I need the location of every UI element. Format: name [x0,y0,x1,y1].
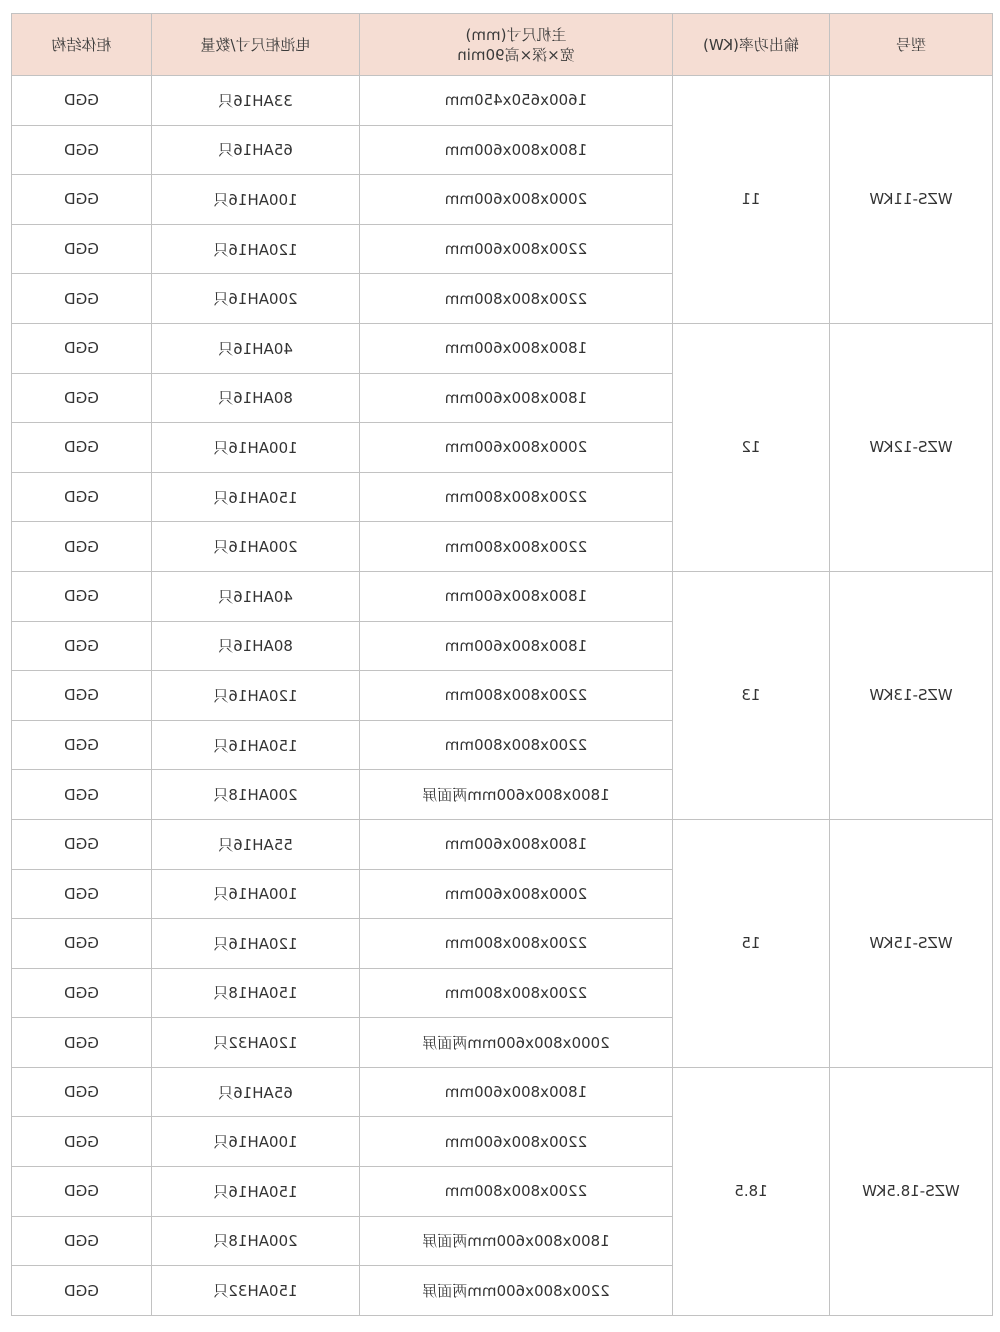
size-cell: 1800x800x600mm [360,571,673,621]
battery-cell: 200AH18只 [152,770,360,820]
structure-cell: GGD [12,76,152,126]
size-cell: 2200x800x800mm [360,968,673,1018]
structure-cell: GGD [12,472,152,522]
power-cell: 15 [673,819,830,1067]
power-cell: 11 [673,76,830,324]
power-cell: 18.5 [673,1067,830,1315]
table-row [12,76,993,126]
header-size-line1: 主机尺寸(mm) [465,25,567,44]
battery-cell: 100AH16只 [152,869,360,919]
structure-cell: GGD [12,1266,152,1316]
battery-cell: 65AH16只 [152,1067,360,1117]
structure-cell: GGD [12,522,152,572]
battery-cell: 40AH16只 [152,571,360,621]
header-row [12,14,993,76]
table-row [12,571,993,621]
battery-cell: 120AH16只 [152,671,360,721]
size-cell: 2000x800x600mm两面屏 [360,1018,673,1068]
structure-cell: GGD [12,1018,152,1068]
power-cell: 13 [673,571,830,819]
header-size [360,14,673,76]
table-row [12,323,993,373]
battery-cell: 100AH16只 [152,1117,360,1167]
structure-cell: GGD [12,919,152,969]
size-cell: 2200x800x800mm [360,274,673,324]
battery-cell: 80AH16只 [152,621,360,671]
model-cell: WZS-13KW [830,571,993,819]
header-model: 型号 [830,14,993,76]
battery-cell: 100AH16只 [152,175,360,225]
power-cell: 12 [673,323,830,571]
structure-cell: GGD [12,968,152,1018]
size-cell: 2200x800x600mm [360,224,673,274]
battery-cell: 150AH16只 [152,720,360,770]
structure-cell: GGD [12,621,152,671]
structure-cell: GGD [12,125,152,175]
battery-cell: 150AH18只 [152,968,360,1018]
size-cell: 1600x650x450mm [360,76,673,126]
header-structure: 柜体结构 [12,14,152,76]
structure-cell: GGD [12,571,152,621]
structure-cell: GGD [12,175,152,225]
battery-cell: 200AH16只 [152,522,360,572]
size-cell: 1800x800x600mm两面屏 [360,770,673,820]
structure-cell: GGD [12,770,152,820]
model-cell: WZS-11KW [830,76,993,324]
battery-cell: 80AH16只 [152,373,360,423]
size-cell: 2000x800x600mm [360,175,673,225]
header-size-line2: 宽×深×高90min [457,45,575,64]
battery-cell: 100AH16只 [152,423,360,473]
battery-cell: 40AH16只 [152,323,360,373]
structure-cell: GGD [12,819,152,869]
battery-cell: 150AH16只 [152,1167,360,1217]
size-cell: 1800x800x600mm [360,819,673,869]
structure-cell: GGD [12,323,152,373]
structure-cell: GGD [12,869,152,919]
model-cell: WZS-12KW [830,323,993,571]
size-cell: 2000x800x600mm [360,423,673,473]
structure-cell: GGD [12,1117,152,1167]
structure-cell: GGD [12,423,152,473]
battery-cell: 150AH32只 [152,1266,360,1316]
size-cell: 2200x800x800mm [360,720,673,770]
battery-cell: 200AH18只 [152,1216,360,1266]
battery-cell: 65AH16只 [152,125,360,175]
size-cell: 1800x800x600mm [360,1067,673,1117]
size-cell: 1800x800x600mm [360,621,673,671]
structure-cell: GGD [12,1167,152,1217]
structure-cell: GGD [12,274,152,324]
table-row [12,819,993,869]
size-cell: 1800x800x600mm [360,323,673,373]
structure-cell: GGD [12,1067,152,1117]
table-body [12,76,993,1316]
battery-cell: 55AH16只 [152,819,360,869]
size-cell: 1800x800x600mm [360,373,673,423]
header-battery: 电池柜尺寸/数量 [152,14,360,76]
table-row [12,1067,993,1117]
structure-cell: GGD [12,373,152,423]
structure-cell: GGD [12,671,152,721]
size-cell: 2000x800x600mm [360,869,673,919]
size-cell: 2200x800x800mm [360,919,673,969]
spec-table [11,13,993,1316]
battery-cell: 120AH32只 [152,1018,360,1068]
size-cell: 2200x800x600mm [360,1117,673,1167]
size-cell: 2200x800x800mm [360,1167,673,1217]
header-power: 输出功率(KW) [673,14,830,76]
size-cell: 2200x800x600mm两面屏 [360,1266,673,1316]
size-cell: 2200x800x800mm [360,522,673,572]
size-cell: 1800x800x600mm [360,125,673,175]
model-cell: WZS-15KW [830,819,993,1067]
battery-cell: 33AH16只 [152,76,360,126]
structure-cell: GGD [12,1216,152,1266]
size-cell: 2200x800x800mm [360,671,673,721]
battery-cell: 200AH16只 [152,274,360,324]
structure-cell: GGD [12,720,152,770]
battery-cell: 120AH16只 [152,919,360,969]
model-cell: WZS-18.5KW [830,1067,993,1315]
structure-cell: GGD [12,224,152,274]
size-cell: 1800x800x600mm两面屏 [360,1216,673,1266]
battery-cell: 150AH16只 [152,472,360,522]
size-cell: 2200x800x800mm [360,472,673,522]
battery-cell: 120AH16只 [152,224,360,274]
